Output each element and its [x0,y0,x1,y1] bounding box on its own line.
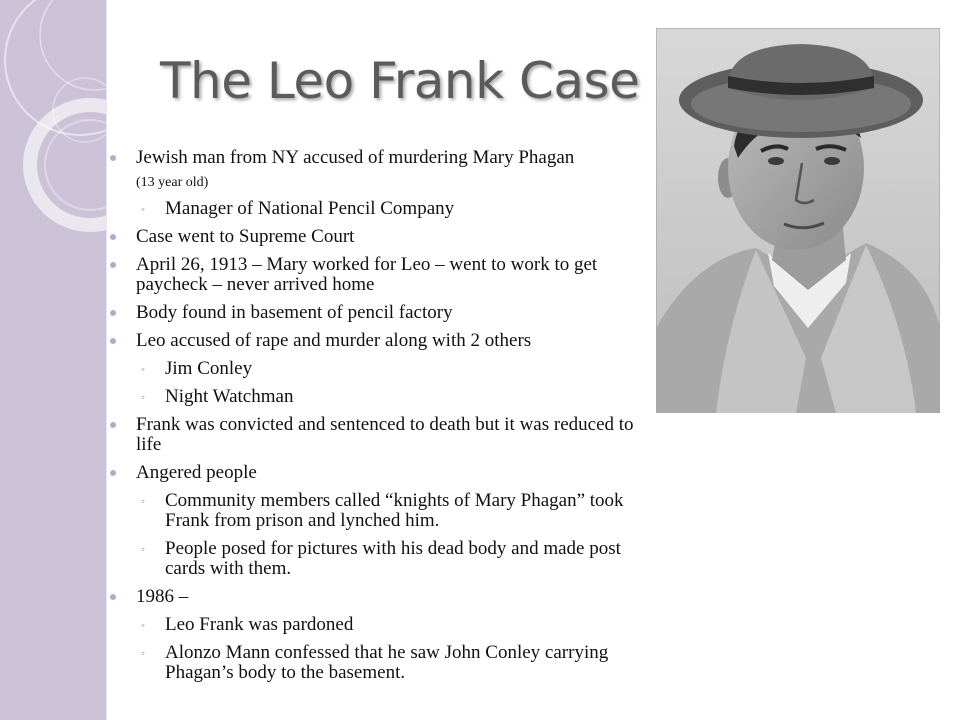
sub-bullet-item [108,615,648,635]
bullet-text: April 26, 1913 – Mary worked for Leo – went to work to get paycheck – never arrived home [136,254,598,295]
bullet-dot-icon [110,594,116,600]
bullet-text: Case went to Supreme Court [136,226,355,247]
bullet-text: Alonzo Mann confessed that he saw John Conley carrying Phagan’s body to the basement. [165,642,609,683]
bullet-item [108,463,648,483]
bullet-item [108,331,648,351]
bullet-dot-icon [110,262,116,268]
bullet-text: Jim Conley [165,358,253,379]
bullet-text: Body found in basement of pencil factory [136,302,453,323]
bullet-circle-icon: ◦ [141,496,145,508]
bullet-text: Leo accused of rape and murder along with 2 others [136,330,532,351]
bullet-text: Manager of National Pencil Company [165,198,455,219]
sub-bullet-item [108,387,648,407]
bullet-text: Night Watchman [165,386,294,407]
bullet-item [108,303,648,323]
slide-title: The Leo Frank Case [160,52,640,110]
bullet-list [108,148,648,691]
sub-bullet-item [108,643,648,683]
sidebar-divider [106,0,107,720]
bullet-dot-icon [110,470,116,476]
circle-ornament-icon [0,0,106,720]
bullet-dot-icon [110,155,116,161]
sub-bullet-item [108,539,648,579]
bullet-circle-icon: ◦ [141,544,145,556]
bullet-text: Frank was convicted and sentenced to death but it was reduced to life [136,414,634,455]
bullet-circle-icon: ◦ [141,392,145,404]
bullet-circle-icon: ◦ [141,364,145,376]
bullet-text: Jewish man from NY accused of murdering Mary Phagan [136,147,575,168]
bullet-item [108,415,648,455]
bullet-text: People posed for pictures with his dead body and made post cards with them. [165,538,621,579]
bullet-dot-icon [110,310,116,316]
sub-bullet-item [108,491,648,531]
decorative-sidebar [0,0,106,720]
bullet-circle-icon: ◦ [141,204,145,216]
bullet-item [108,227,648,247]
bullet-text: Angered people [136,462,257,483]
bullet-text: (13 year old) [136,175,209,190]
bullet-dot-icon [110,338,116,344]
leo-frank-portrait-image [656,28,940,413]
bullet-item [108,148,648,168]
bullet-item [108,587,648,607]
bullet-dot-icon [110,422,116,428]
bullet-circle-icon: ◦ [141,648,145,660]
bullet-dot-icon [110,234,116,240]
bullet-note [108,174,648,192]
bullet-text: 1986 – [136,586,189,607]
sub-bullet-item [108,359,648,379]
bullet-text: Community members called “knights of Mary Phagan” took Frank from prison and lynched him. [165,490,624,531]
sub-bullet-item [108,199,648,219]
bullet-item [108,255,648,295]
bullet-text: Leo Frank was pardoned [165,614,354,635]
bullet-circle-icon: ◦ [141,620,145,632]
